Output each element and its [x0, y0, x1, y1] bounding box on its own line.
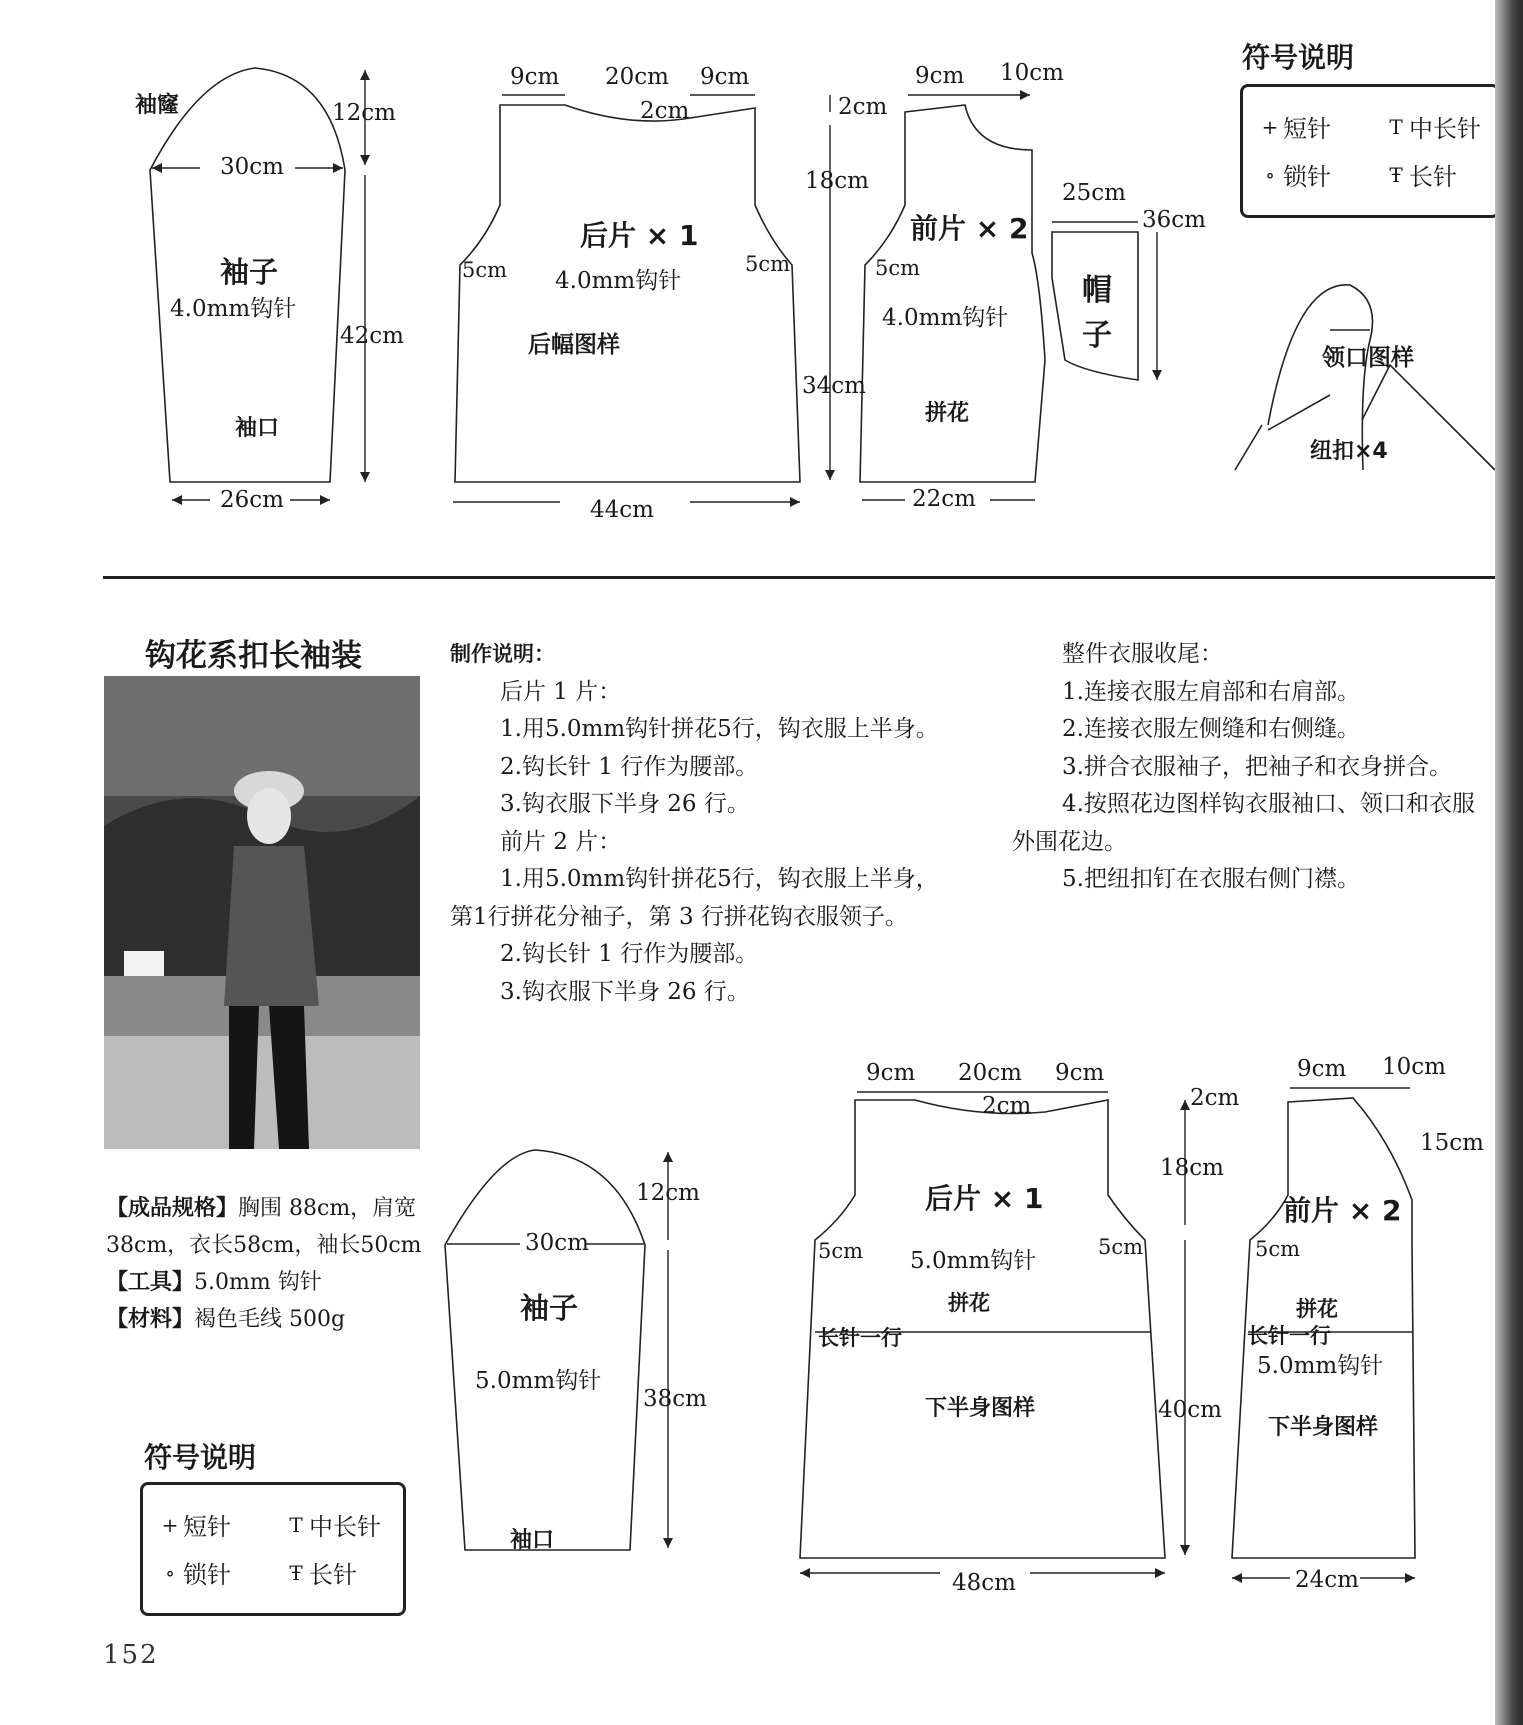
- back-pattern: 后幅图样: [528, 332, 620, 358]
- front-drop: 2cm: [1190, 1085, 1240, 1111]
- size-label: 【成品规格】: [106, 1196, 239, 1221]
- legend-item-half-double: T 中长针: [283, 1507, 381, 1542]
- size-value-cont: 38cm，衣长58cm，袖长50cm: [106, 1233, 422, 1258]
- back-waist: 长针一行: [818, 1326, 902, 1350]
- back-left-shoulder: 9cm: [510, 64, 560, 90]
- sleeve-length: 38cm: [643, 1386, 707, 1412]
- back-inset-left: 5cm: [818, 1239, 864, 1263]
- back-width: 48cm: [952, 1570, 1016, 1596]
- back-step-1: 1.用5.0mm钩针拼花5行，钩衣服上半身。: [500, 716, 939, 742]
- back-inset-right: 5cm: [745, 252, 791, 276]
- sleeve-name: 袖子: [220, 255, 279, 289]
- sleeve-name: 袖子: [520, 1291, 579, 1325]
- front-step-1: 1.用5.0mm钩针拼花5行，钩衣服上半身，: [500, 866, 939, 892]
- legend-item-single-crochet: + 短针: [157, 1507, 231, 1542]
- front-name: 前片 × 2: [910, 212, 1029, 245]
- sleeve-cuff-label: 袖口: [235, 416, 280, 441]
- back-step-2: 2.钩长针 1 行作为腰部。: [500, 753, 759, 780]
- collar-buttons: 纽扣×4: [1310, 439, 1388, 464]
- legend-item-chain: ∘ 锁针: [1257, 157, 1331, 192]
- back-hook: 4.0mm钩针: [555, 268, 682, 294]
- sleeve-cap-height: 12cm: [332, 100, 396, 126]
- bottom-legend-title: 符号说明: [144, 1441, 257, 1474]
- instructions-heading: 制作说明：: [450, 642, 555, 666]
- double-crochet-icon: Ŧ: [289, 1560, 303, 1585]
- sleeve-hook: 4.0mm钩针: [170, 296, 297, 322]
- finishing-step-1: 1.连接衣服左肩部和右肩部。: [1062, 678, 1360, 705]
- front-armhole: 18cm: [1160, 1155, 1224, 1181]
- chain-stitch-icon: ∘: [165, 1560, 175, 1585]
- single-crochet-icon: +: [161, 1512, 179, 1537]
- front-motif: 拼花: [1296, 1297, 1338, 1321]
- finishing-step-3: 3.拼合衣服袖子，把袖子和衣身拼合。: [1062, 753, 1452, 780]
- front-step-1-cont: 第1行拼花分袖子，第 3 行拼花钩衣服领子。: [450, 903, 908, 930]
- back-lower: 下半身图样: [925, 1396, 1036, 1421]
- back-right-shoulder: 9cm: [1055, 1060, 1105, 1086]
- back-width: 44cm: [590, 497, 654, 523]
- finishing-heading: 整件衣服收尾：: [1062, 641, 1223, 667]
- half-double-crochet-icon: T: [289, 1512, 303, 1537]
- sleeve-cuff-width: 26cm: [220, 487, 284, 513]
- sleeve-cap-height: 12cm: [636, 1180, 700, 1206]
- back-right-shoulder: 9cm: [700, 64, 750, 90]
- front-name: 前片 × 2: [1283, 1194, 1402, 1227]
- back-step-3: 3.钩衣服下半身 26 行。: [500, 791, 750, 817]
- book-edge: [1495, 0, 1523, 1725]
- front-lower: 下半身图样: [1268, 1415, 1379, 1440]
- legend-item-chain: ∘ 锁针: [157, 1555, 231, 1590]
- section-divider: [103, 576, 1503, 579]
- front-title: 前片 2 片：: [500, 828, 622, 855]
- front-drop: 2cm: [838, 94, 888, 120]
- back-inset-right: 5cm: [1098, 1235, 1144, 1259]
- front-neck-depth: 15cm: [1420, 1130, 1484, 1156]
- finishing-step-2: 2.连接衣服左侧缝和右侧缝。: [1062, 716, 1360, 742]
- front-width: 24cm: [1295, 1567, 1359, 1593]
- sleeve-cap-label: 袖窿: [135, 93, 180, 118]
- front-hook: 4.0mm钩针: [882, 305, 1009, 331]
- collar-label: 领口图样: [1322, 345, 1414, 371]
- sleeve-cuff-label: 袖口: [510, 1528, 555, 1553]
- double-crochet-icon: Ŧ: [1389, 162, 1403, 187]
- finishing-step-4-cont: 外围花边。: [1012, 828, 1127, 855]
- hood-width: 25cm: [1062, 180, 1126, 206]
- front-step-3: 3.钩衣服下半身 26 行。: [500, 978, 750, 1005]
- tool-label: 【工具】: [106, 1270, 195, 1295]
- finishing-step-5: 5.把纽扣钉在衣服右侧门襟。: [1062, 866, 1360, 892]
- legend-item-half-double: T 中长针: [1383, 109, 1481, 144]
- back-motif: 拼花: [948, 1291, 990, 1315]
- top-legend-title: 符号说明: [1242, 41, 1355, 74]
- hood-name-top: 帽: [1082, 273, 1112, 308]
- chain-stitch-icon: ∘: [1265, 162, 1275, 187]
- legend-item-double: Ŧ 长针: [1383, 157, 1457, 192]
- front-pattern: 拼花: [925, 401, 970, 426]
- material-value: 褐色毛线 500g: [194, 1307, 346, 1332]
- sleeve-length: 42cm: [340, 323, 404, 349]
- single-crochet-icon: +: [1261, 114, 1279, 139]
- sleeve-width: 30cm: [525, 1230, 589, 1256]
- back-neck: 20cm: [958, 1060, 1022, 1086]
- front-armhole: 18cm: [805, 168, 869, 194]
- back-name: 后片 × 1: [925, 1182, 1044, 1215]
- back-inset-left: 5cm: [462, 258, 508, 282]
- finishing: [1012, 636, 1475, 899]
- half-double-crochet-icon: T: [1389, 114, 1403, 139]
- back-title: 后片 1 片：: [500, 678, 622, 705]
- front-inset: 5cm: [1255, 1237, 1301, 1261]
- front-width: 22cm: [912, 486, 976, 512]
- tool-value: 5.0mm 钩针: [194, 1270, 322, 1295]
- front-step-2: 2.钩长针 1 行作为腰部。: [500, 941, 759, 967]
- sleeve-width: 30cm: [220, 154, 284, 180]
- top-legend-box: [1240, 84, 1500, 218]
- front-inset: 5cm: [875, 256, 921, 280]
- back-neck: 20cm: [605, 64, 669, 90]
- hood-height: 36cm: [1142, 207, 1206, 233]
- front-body: 34cm: [802, 373, 866, 399]
- material-label: 【材料】: [106, 1307, 195, 1332]
- front-neck: 10cm: [1000, 60, 1064, 86]
- finishing-step-4: 4.按照花边图样钩衣服袖口、领口和衣服: [1062, 791, 1475, 817]
- back-left-shoulder: 9cm: [866, 1060, 916, 1086]
- front-body: 40cm: [1158, 1397, 1222, 1423]
- front-neck: 10cm: [1382, 1054, 1446, 1080]
- front-hook: 5.0mm钩针: [1257, 1353, 1384, 1379]
- page-title: 钩花系扣长袖装: [145, 638, 362, 674]
- bottom-schematic: [0, 1040, 1523, 1600]
- size-value: 胸围 88cm，肩宽: [238, 1196, 417, 1221]
- back-neck-drop: 2cm: [982, 1093, 1032, 1119]
- sleeve-hook: 5.0mm钩针: [475, 1368, 602, 1394]
- page-number: 152: [103, 1640, 159, 1670]
- hood-name-bottom: 子: [1082, 318, 1112, 353]
- instructions: [450, 636, 939, 1011]
- legend-item-double: Ŧ 长针: [283, 1555, 357, 1590]
- legend-item-single-crochet: + 短针: [1257, 109, 1331, 144]
- front-shoulder: 9cm: [915, 63, 965, 89]
- back-neck-drop: 2cm: [640, 98, 690, 124]
- front-shoulder: 9cm: [1297, 1056, 1347, 1082]
- front-waist: 长针一行: [1247, 1324, 1331, 1348]
- back-name: 后片 × 1: [580, 219, 699, 252]
- back-hook: 5.0mm钩针: [910, 1248, 1037, 1274]
